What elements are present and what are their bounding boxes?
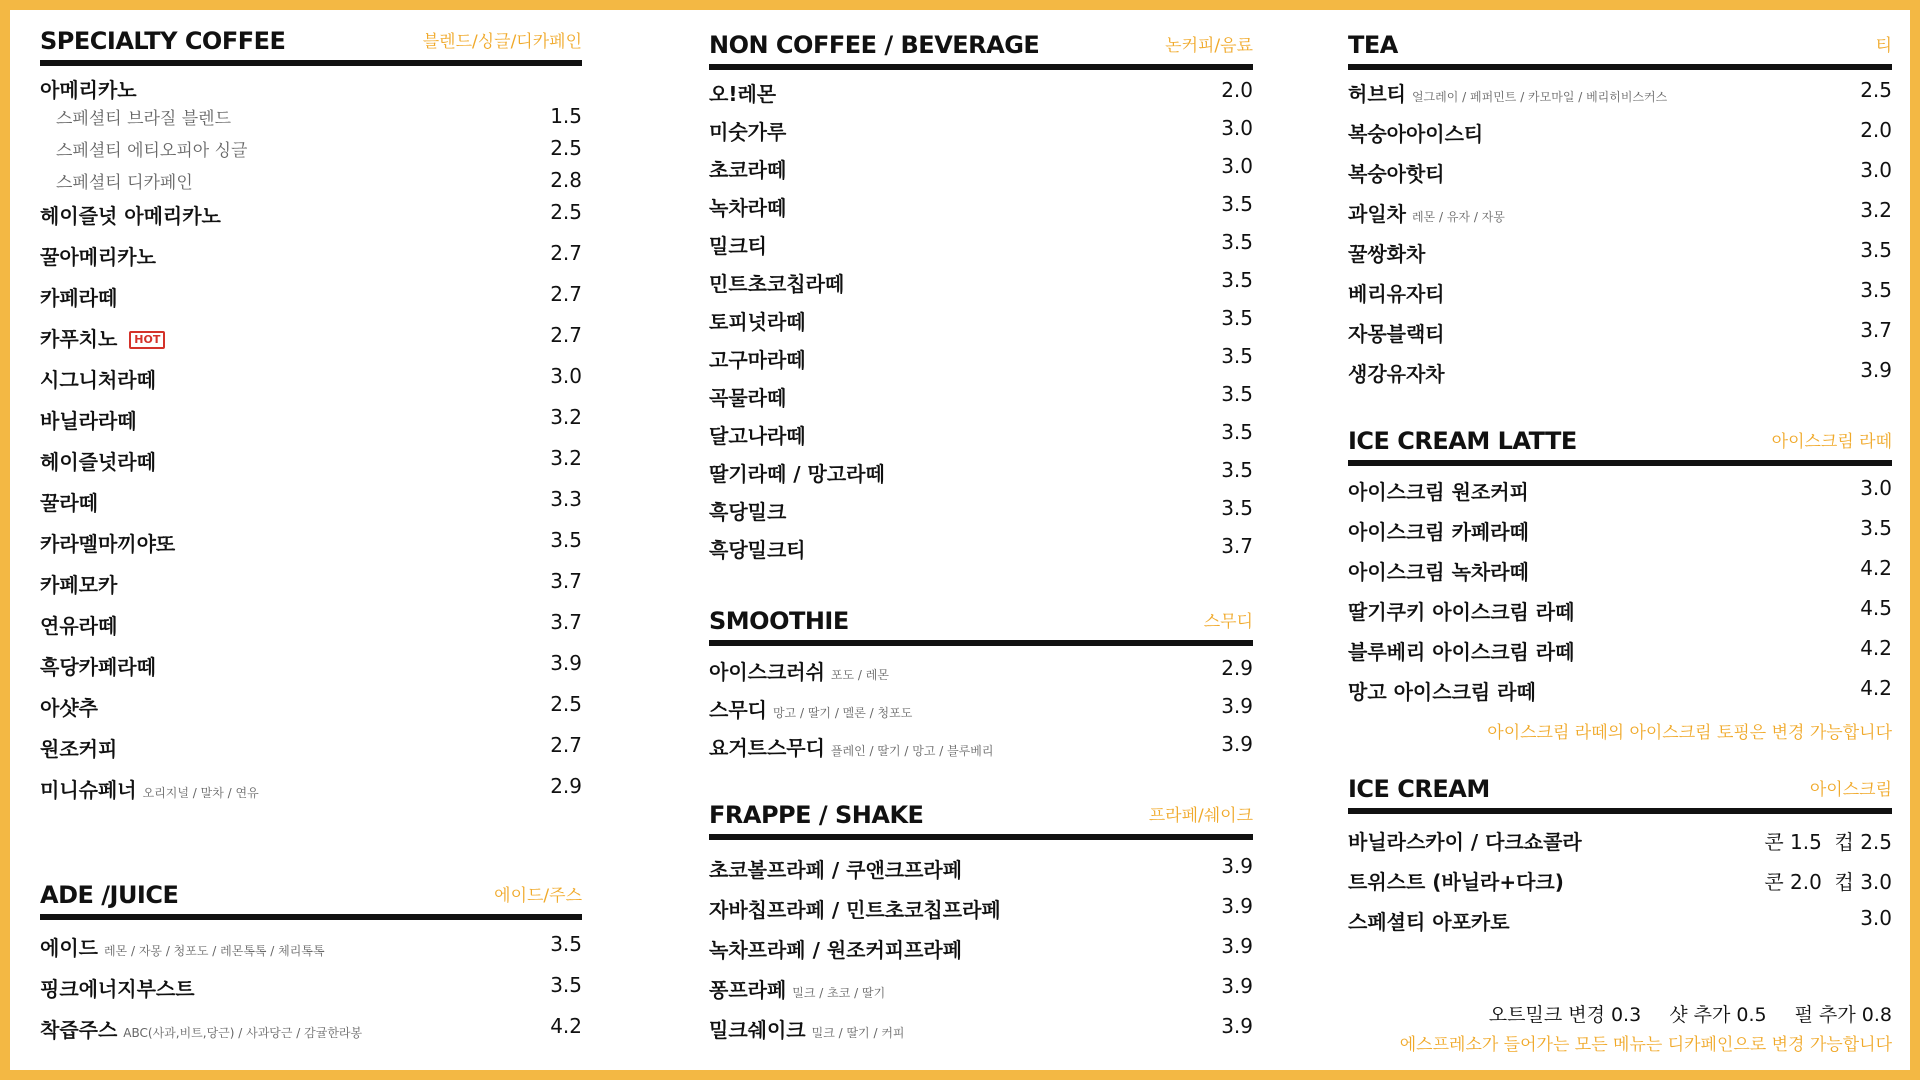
item-name: 흑당카페라떼 [40,655,156,679]
menu-item [1348,238,1892,278]
section-frappe-shake [709,802,1253,1054]
item-price: 3.5 [1221,382,1253,406]
item-name: 미숫가루 [709,120,787,144]
item-price: 3.5 [1221,496,1253,520]
item-name: 스페셜티 아포카토 [1348,910,1510,934]
item-note: 밀크 / 초코 / 딸기 [792,986,886,1000]
menu-item [40,651,582,692]
item-note: ABC(사과,비트,당근) / 사과당근 / 감귤한라봉 [123,1026,363,1040]
item-name: 헤이즐넛라떼 [40,450,156,474]
section-title: SPECIALTY COFFEE [40,27,286,55]
item-price: 3.9 [1221,894,1253,918]
item-name: 생강유자차 [1348,362,1445,386]
item-name: 미니슈페너 [40,778,137,802]
item-name: 과일차 [1348,202,1406,226]
item-price: 4.2 [1860,636,1892,660]
menu-item [709,344,1253,382]
oat-milk-option: 오트밀크 변경 0.3 [1488,1004,1642,1026]
menu-item [1348,318,1892,358]
menu-item [709,458,1253,496]
item-price: 3.9 [1221,1014,1253,1038]
menu-item [709,382,1253,420]
section-header [40,881,582,920]
item-name: 카페모카 [40,573,118,597]
item-name: 아이스크림 카페라떼 [1348,520,1529,544]
item-price: 3.5 [1221,230,1253,254]
item-name: 오!레몬 [709,82,777,106]
menu-item [40,774,582,815]
item-name: 꿀아메리카노 [40,245,156,269]
item-name: 요거트스무디 [709,736,825,760]
item-price: 콘 2.0 컵 3.0 [1764,870,1892,894]
menu-item [1348,906,1892,946]
menu-item [709,306,1253,344]
item-name: 퐁프라페 [709,978,787,1002]
item-name: 에이드 [40,936,98,960]
section-title: ADE /JUICE [40,881,179,909]
menu-item [709,420,1253,458]
item-price: 3.2 [550,405,582,429]
item-name: 원조커피 [40,737,118,761]
menu-item [1348,198,1892,238]
item-name: 초코볼프라페 / 쿠앤크프라페 [709,858,963,882]
item-price: 3.5 [1221,192,1253,216]
item-price: 3.7 [1221,534,1253,558]
section-subtitle: 아이스크림 라떼 [1771,432,1892,452]
section-header [40,27,582,66]
menu-item [1348,516,1892,556]
item-list [1348,78,1892,398]
item-price: 3.2 [550,446,582,470]
section-subtitle: 티 [1875,36,1892,56]
section-header [1348,32,1892,70]
item-price: 3.9 [550,651,582,675]
item-name: 아이스크러쉬 [709,660,825,684]
section-title: SMOOTHIE [709,607,849,635]
menu-item [709,230,1253,268]
menu-item [1348,118,1892,158]
item-name: 헤이즐넛 아메리카노 [40,204,221,228]
section-title: TEA [1348,31,1398,59]
item-price: 3.5 [550,528,582,552]
item-name: 토피넛라떼 [709,310,806,334]
menu-item [709,656,1253,694]
menu-item [40,136,582,168]
item-price: 3.5 [1860,278,1892,302]
item-name: 카푸치노 [40,327,118,351]
topping-note: 아이스크림 라떼의 아이스크림 토핑은 변경 가능합니다 [1487,723,1892,743]
section-header [709,802,1253,840]
item-price: 3.5 [1221,458,1253,482]
item-name: 스페셜티 에티오피아 싱글 [56,141,248,161]
section-subtitle: 프라페/쉐이크 [1148,806,1253,826]
item-price: 3.2 [1860,198,1892,222]
menu-item [40,364,582,405]
item-name: 밀크쉐이크 [709,1018,806,1042]
section-header [709,608,1253,646]
item-name: 아샷추 [40,696,98,720]
item-price: 2.8 [550,168,582,192]
menu-item [40,1014,582,1055]
item-price: 4.5 [1860,596,1892,620]
item-price: 2.7 [550,733,582,757]
item-name: 베리유자티 [1348,282,1445,306]
menu-item [709,78,1253,116]
menu-item [40,405,582,446]
item-name: 초코라떼 [709,158,787,182]
item-price: 2.5 [1860,78,1892,102]
item-note: 오리지널 / 말차 / 연유 [142,786,259,800]
item-name: 연유라떼 [40,614,118,638]
item-list [40,74,582,815]
menu-item [1348,556,1892,596]
menu-item [709,974,1253,1014]
extras-line [1467,1000,1892,1027]
menu-item [1348,866,1892,906]
menu-item [40,104,582,136]
item-name: 자몽블랙티 [1348,322,1445,346]
item-name: 핑크에너지부스트 [40,977,195,1001]
item-price: 2.7 [550,282,582,306]
item-name: 스페셜티 브라질 블렌드 [56,109,232,129]
item-price: 3.5 [1221,268,1253,292]
section-header [1348,428,1892,466]
item-price: 3.0 [550,364,582,388]
menu-item [709,496,1253,534]
item-price: 3.0 [1221,154,1253,178]
item-price: 3.0 [1860,476,1892,500]
item-price: 2.0 [1221,78,1253,102]
item-price: 4.2 [1860,676,1892,700]
item-price: 2.5 [550,692,582,716]
menu-item [709,732,1253,770]
item-name: 블루베리 아이스크림 라떼 [1348,640,1575,664]
section-title: ICE CREAM LATTE [1348,427,1577,455]
item-name: 복숭아아이스티 [1348,122,1484,146]
item-name: 시그니처라떼 [40,368,156,392]
section-subtitle: 아이스크림 [1809,780,1892,800]
item-price: 2.9 [1221,656,1253,680]
item-name: 녹차라떼 [709,196,787,220]
item-name: 흑당밀크 [709,500,787,524]
menu-item [40,487,582,528]
hot-badge: HOT [129,331,165,349]
item-name: 스무디 [709,698,767,722]
menu-item [709,894,1253,934]
item-name: 곡물라떼 [709,386,787,410]
item-note: 얼그레이 / 페퍼민트 / 카모마일 / 베리히비스커스 [1411,90,1668,104]
item-name: 딸기쿠키 아이스크림 라떼 [1348,600,1575,624]
menu-item [1348,278,1892,318]
item-note: 레몬 / 자몽 / 청포도 / 레몬톡톡 / 체리톡톡 [103,944,325,958]
menu-item [40,610,582,651]
item-name: 꿀쌍화차 [1348,242,1426,266]
item-note: 포도 / 레몬 [830,668,889,682]
menu-item [40,74,582,104]
menu-item [709,154,1253,192]
item-name: 녹차프라페 / 원조커피프라페 [709,938,963,962]
item-note: 망고 / 딸기 / 멜론 / 청포도 [772,706,913,720]
item-price: 3.9 [1221,854,1253,878]
section-header [1348,776,1892,814]
item-price: 3.9 [1221,934,1253,958]
item-name: 고구마라떼 [709,348,806,372]
item-price: 3.3 [550,487,582,511]
item-name: 카페라떼 [40,286,118,310]
item-name: 바닐라라떼 [40,409,137,433]
item-price: 3.5 [1221,420,1253,444]
menu-item [40,569,582,610]
item-price: 3.5 [550,973,582,997]
item-price: 3.0 [1860,158,1892,182]
item-name: 꿀라떼 [40,491,98,515]
section-subtitle: 스무디 [1203,612,1253,632]
menu-item [40,446,582,487]
pearl-option: 펄 추가 0.8 [1794,1004,1892,1026]
item-name: 자바칩프라페 / 민트초코칩프라페 [709,898,1001,922]
item-price: 콘 1.5 컵 2.5 [1764,830,1892,854]
item-name: 허브티 [1348,82,1406,106]
menu-item [1348,596,1892,636]
item-name: 트위스트 (바닐라+다크) [1348,870,1564,894]
item-price: 2.0 [1860,118,1892,142]
menu-item [709,694,1253,732]
section-smoothie [709,608,1253,770]
menu-item [40,932,582,973]
item-name: 복숭아핫티 [1348,162,1445,186]
menu-item [40,528,582,569]
menu-item [709,192,1253,230]
item-price: 3.5 [1221,344,1253,368]
item-name: 달고나라떼 [709,424,806,448]
menu-item [40,168,582,200]
item-price: 2.9 [550,774,582,798]
menu-item [1348,78,1892,118]
item-note: 레몬 / 유자 / 자몽 [1411,210,1505,224]
item-name: 밀크티 [709,234,767,258]
item-name: 착즙주스 [40,1018,118,1042]
item-list [1348,826,1892,946]
item-name: 흑당밀크티 [709,538,806,562]
section-ice-cream [1348,776,1892,946]
item-price: 4.2 [550,1014,582,1038]
item-note: 밀크 / 딸기 / 커피 [811,1026,905,1040]
menu-item [709,854,1253,894]
item-list [709,78,1253,572]
item-price: 2.5 [550,136,582,160]
item-price: 2.5 [550,200,582,224]
item-price: 3.9 [1860,358,1892,382]
menu-item [1348,358,1892,398]
menu-item [709,268,1253,306]
decaf-note: 에스프레소가 들어가는 모든 메뉴는 디카페인으로 변경 가능합니다 [1399,1035,1892,1055]
menu-item [1348,636,1892,676]
item-name: 민트초코칩라떼 [709,272,845,296]
section-subtitle: 에이드/주스 [494,886,582,906]
menu-item [709,116,1253,154]
menu-item [1348,158,1892,198]
item-price: 3.9 [1221,974,1253,998]
menu-item [1348,826,1892,866]
section-ade-juice [40,881,582,1055]
menu-item [1348,676,1892,712]
section-ice-cream-latte [1348,427,1892,743]
section-title: FRAPPE / SHAKE [709,801,924,829]
section-subtitle: 논커피/음료 [1165,36,1253,56]
item-name: 아이스크림 원조커피 [1348,480,1529,504]
section-specialty-coffee [40,27,582,815]
item-price: 3.0 [1221,116,1253,140]
item-price: 3.5 [1860,516,1892,540]
item-price: 3.5 [550,932,582,956]
item-name: 카라멜마끼야또 [40,532,176,556]
shot-option: 샷 추가 0.5 [1669,1004,1767,1026]
menu-item [40,323,582,364]
item-name: 스페셜티 디카페인 [56,173,193,193]
item-price: 3.7 [550,610,582,634]
item-name: 아메리카노 [40,78,137,102]
item-name: 딸기라떼 / 망고라떼 [709,462,885,486]
section-header [709,32,1253,70]
item-list [709,656,1253,770]
section-title: ICE CREAM [1348,775,1490,803]
item-note: 플레인 / 딸기 / 망고 / 블루베리 [830,744,994,758]
item-list [709,854,1253,1054]
section-tea [1348,32,1892,398]
item-price: 1.5 [550,104,582,128]
item-price: 3.7 [550,569,582,593]
section-non-coffee [709,32,1253,572]
menu-item [40,241,582,282]
item-price: 4.2 [1860,556,1892,580]
item-price: 3.9 [1221,694,1253,718]
item-price: 2.7 [550,241,582,265]
menu-item [40,692,582,733]
menu-item [709,934,1253,974]
item-list [1348,476,1892,712]
item-list [40,932,582,1055]
item-price: 2.7 [550,323,582,347]
item-price: 3.5 [1860,238,1892,262]
menu-item [709,1014,1253,1054]
menu-item [40,733,582,774]
item-name: 아이스크림 녹차라떼 [1348,560,1529,584]
item-price: 3.5 [1221,306,1253,330]
menu-item [40,282,582,323]
item-price: 3.0 [1860,906,1892,930]
item-name: 바닐라스카이 / 다크쇼콜라 [1348,830,1582,854]
section-title: NON COFFEE / BEVERAGE [709,31,1040,59]
item-price: 3.7 [1860,318,1892,342]
menu-board [10,10,1910,1070]
menu-item [709,534,1253,572]
item-price: 3.9 [1221,732,1253,756]
item-name: 망고 아이스크림 라떼 [1348,680,1536,704]
menu-item [40,200,582,241]
menu-item [40,973,582,1014]
section-subtitle: 블렌드/싱글/디카페인 [422,32,582,52]
menu-item [1348,476,1892,516]
